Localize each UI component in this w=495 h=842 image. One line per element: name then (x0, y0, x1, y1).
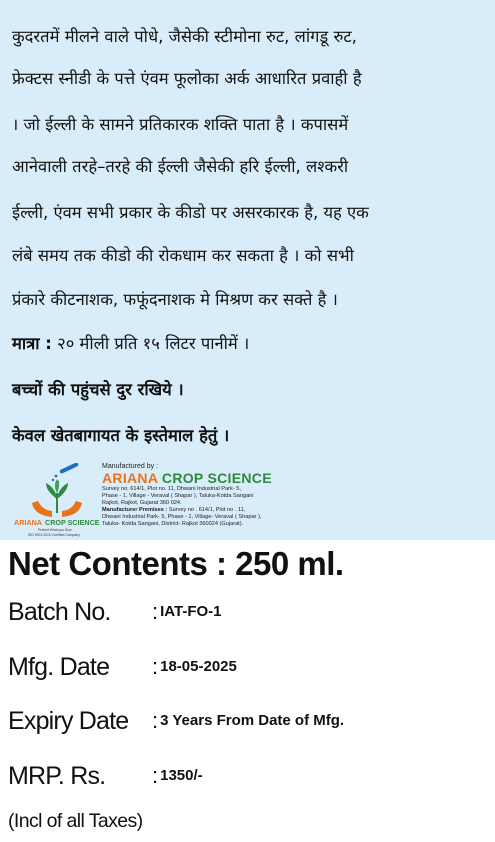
children-warning: बच्चों की पहुंचसे दुर रखिये । (12, 380, 184, 399)
expiry-date-label: Expiry Date (8, 707, 129, 735)
description-line-1: कुदरतमें मीलने वाले पोधे, जैसेकी स्टीमोना रुट, लांगडू रुट, (12, 27, 357, 46)
usage-warning: केवल खेतबागायत के इस्तेमाल हेतुं । (12, 426, 230, 445)
premises-text-1: Survey no . 614/1, Plot no . 11, (167, 507, 246, 514)
premises-line-1 (102, 507, 292, 514)
batch-label: Batch No. (8, 598, 111, 626)
tax-note: (Incl of all Taxes) (8, 810, 143, 832)
dosage-text: २० मीली प्रति १५ लिटर पानीमें । (51, 334, 250, 353)
manufacturer-name-part2: CROP SCIENCE (157, 469, 272, 486)
mrp-row (8, 757, 488, 795)
premises-line-3: Taluka- Kotda Sangani, District- Rajkot 360024 (Gujarat). (102, 521, 244, 527)
description-line-5: ईल्ली, एंवम सभी प्रकार के कीडो पर असरकारक है, यह एक (12, 203, 369, 222)
batch-row (8, 593, 488, 631)
logo-brand-text-1: ARIANA (14, 518, 42, 527)
manufacturer-name (102, 471, 292, 486)
manufacturer-name-part1: ARIANA (102, 469, 158, 486)
dosage-line (12, 334, 487, 354)
mfg-date-label: Mfg. Date (8, 653, 110, 681)
manufacturer-label: Manufactured by : (102, 463, 159, 470)
description-line-2: फ्रेक्टस स्नीडी के पत्ते एंवम फूलोका अर्क आधारित प्रवाही है (12, 69, 362, 88)
expiry-date-value: : 3 Years From Date of Mfg. (152, 708, 345, 733)
premises-label: Manufacturer Premises : (102, 507, 168, 514)
mrp-label: MRP. Rs. (8, 762, 106, 790)
manufacturer-address-1: Survey no. 614/1, Plot no. 11, Dhwani Industrial Park- 5, (102, 486, 241, 493)
expiry-date-row (8, 702, 488, 740)
net-contents: Net Contents : 250 ml. (8, 545, 344, 582)
logo-brand-text-2: CROP SCIENCE (45, 518, 100, 527)
manufacturer-address-3: Rajkot, Rajkot, Gujarat 360 024. (102, 500, 182, 507)
manufacturer-info (102, 463, 292, 528)
description-line-6: लंबे समय तक कीडो की रोकधाम कर सकता है । को सभी (12, 246, 354, 265)
premises-line-2: Dhwani Industrial Park- 5, Phase - 1, Village- Veraval ( Shapar ), (102, 514, 262, 521)
mfg-date-row (8, 648, 488, 686)
logo-certification: ISO 9001:2015 Certified Company (28, 533, 80, 537)
description-line-4: आनेवाली तरहे–तरहे की ईल्ली जैसेकी हरि ईल्ली, लश्करी (12, 157, 349, 176)
mfg-date-value: : 18-05-2025 (152, 654, 237, 679)
logo-tagline: Protect What you Sow (38, 528, 72, 532)
description-line-3: । जो ईल्ली के सामने प्रतिकारक शक्ति पाता है । कपासमें (12, 115, 349, 134)
mrp-value: : 1350/- (152, 763, 203, 788)
manufacturer-address-2: Phase - 1, Village - Veraval ( Shapar ), Taluka-Kotda Sangani (102, 493, 254, 500)
batch-value: : IAT-FO-1 (152, 599, 222, 624)
logo-graphic (12, 463, 102, 538)
dosage-label: मात्रा : (12, 334, 52, 353)
description-line-7: प्रंकारे कीटनाशक, फफूंदनाशक मे मिश्रण कर सक्ते है । (12, 290, 338, 309)
company-logo (12, 463, 102, 538)
